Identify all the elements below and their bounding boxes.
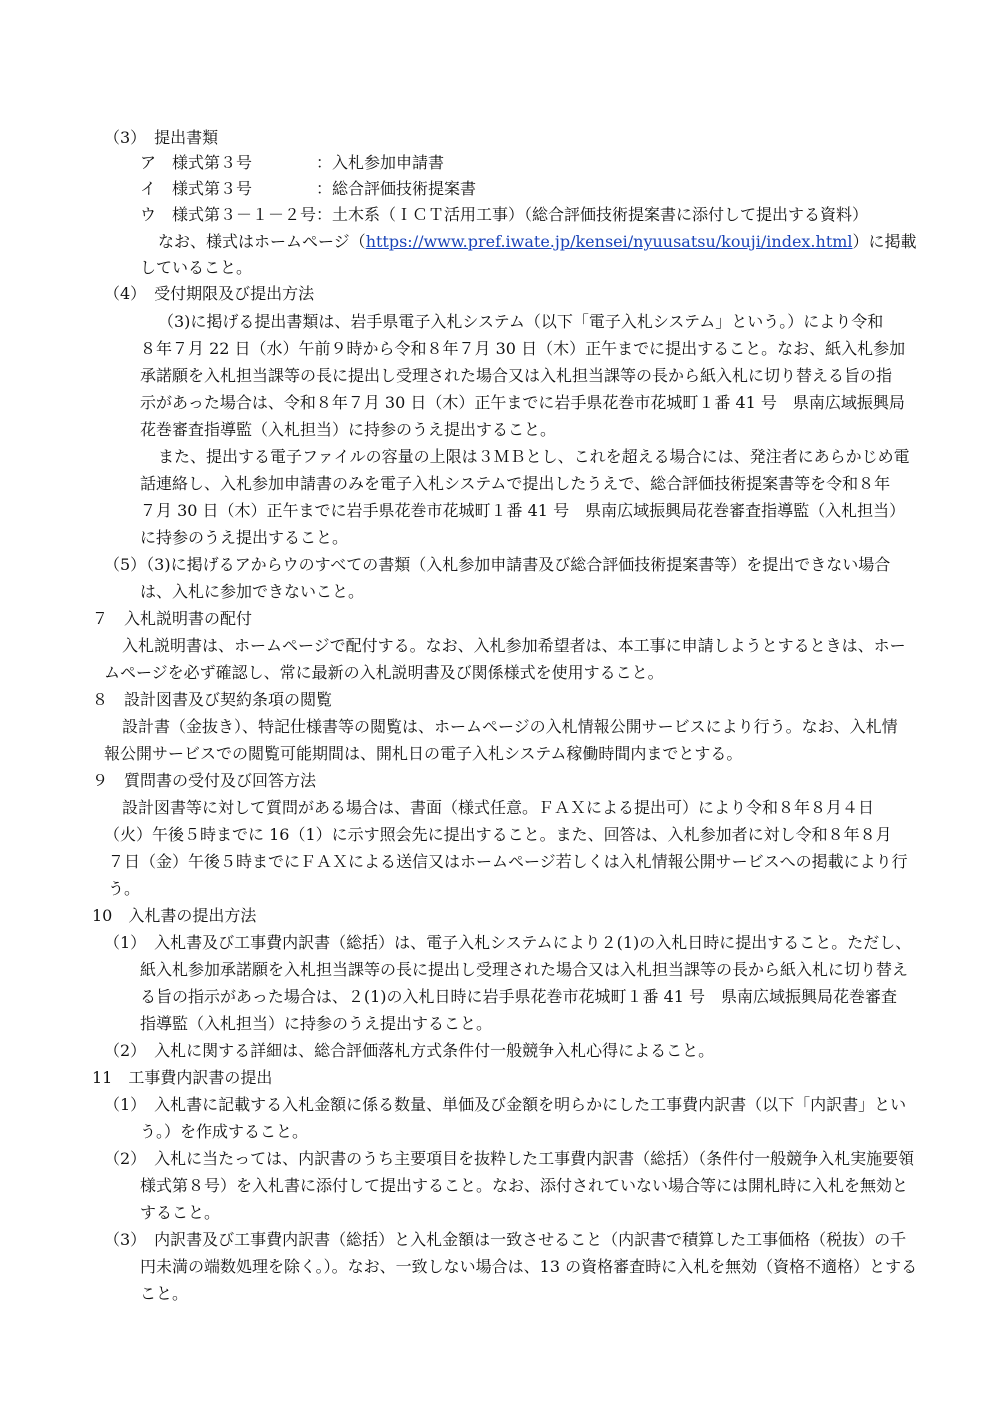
- form-item-u-value: 土木系（ＩＣＴ活用工事）（総合評価技術提案書に添付して提出する資料）: [332, 205, 869, 224]
- section-10-heading: 10 入札書の提出方法: [92, 906, 257, 925]
- section-7-heading: ７ 入札説明書の配付: [92, 609, 253, 628]
- form-note-prefix: なお、様式はホームページ（: [158, 232, 366, 251]
- form-item-a-value: 入札参加申請書: [332, 153, 445, 172]
- form-item-a-label: ア 様式第３号: [140, 153, 253, 172]
- form-item-u-label: ウ 様式第３－１－２号：: [140, 205, 333, 224]
- form-note-suffix: ）に掲載: [852, 232, 917, 251]
- section-11-item2-line: （2） 入札に当たっては、内訳書のうち主要項目を抜粋した工事費内訳書（総括）（条件付一般競争入札実施要領: [104, 1149, 915, 1168]
- section-4-p1-line: ８年７月 22 日（水）午前９時から令和８年７月 30 日（木）正午までに提出すること。なお、紙入札参加: [140, 339, 906, 358]
- form-item-a-separator: ：: [316, 153, 333, 172]
- section-4-heading: （4） 受付期限及び提出方法: [104, 284, 315, 303]
- section-11-item3-line: こと。: [140, 1284, 189, 1303]
- section-8-heading: ８ 設計図書及び契約条項の閲覧: [92, 690, 333, 709]
- section-11-item3-line: 円未満の端数処理を除く。）。なお、一致しない場合は、13 の資格審査時に入札を無効（資格不適格）とする: [140, 1257, 918, 1276]
- form-item-a: [140, 152, 920, 176]
- section-4-p2-line: また、提出する電子ファイルの容量の上限は３ＭＢとし、これを超える場合には、発注者にあらかじめ電: [158, 447, 910, 466]
- section-7-line: 入札説明書は、ホームページで配付する。なお、入札参加希望者は、本工事に申請しようとするときは、ホー: [122, 636, 906, 655]
- section-4-p2-line: に持参のうえ提出すること。: [140, 528, 349, 547]
- section-10-item1-line: （1） 入札書及び工事費内訳書（総括）は、電子入札システムにより２(1)の入札日時に提出すること。ただし、: [104, 933, 912, 952]
- section-4-p2-line: ７月 30 日（木）正午までに岩手県花巻市花城町１番 41 号 県南広域振興局花巻審査指導監（入札担当）: [140, 501, 906, 520]
- section-10-item1-line: 指導監（入札担当）に持参のうえ提出すること。: [140, 1014, 493, 1033]
- form-note: [158, 231, 918, 255]
- section-10-item1-line: 紙入札参加承諾願を入札担当課等の長に提出し受理された場合又は入札担当課等の長から紙入札に切り替え: [140, 960, 909, 979]
- section-5-line: は、入札に参加できないこと。: [140, 582, 365, 601]
- form-item-i-value: 総合評価技術提案書: [332, 179, 477, 198]
- section-5-line: （5）（3)に掲げるアからウのすべての書類（入札参加申請書及び総合評価技術提案書等）を提出できない場合: [104, 555, 891, 574]
- form-item-i: [140, 178, 920, 202]
- form-item-i-separator: ：: [316, 179, 333, 198]
- section-9-heading: ９ 質問書の受付及び回答方法: [92, 771, 317, 790]
- section-4-p1-line: 花巻審査指導監（入札担当）に持参のうえ提出すること。: [140, 420, 557, 439]
- form-item-i-label: イ 様式第３号: [140, 179, 253, 198]
- section-4-p2-line: 話連絡し、入札参加申請書のみを電子入札システムで提出したうえで、総合評価技術提案書等を令和８年: [140, 474, 891, 493]
- section-10-item1-line: る旨の指示があった場合は、２(1)の入札日時に岩手県花巻市花城町１番 41 号 県南広域振興局花巻審査: [140, 987, 898, 1006]
- section-4-p1-line: 示があった場合は、令和８年７月 30 日（木）正午までに岩手県花巻市花城町１番 41 号 県南広域振興局: [140, 393, 905, 412]
- section-11-heading: 11 工事費内訳書の提出: [92, 1068, 273, 1087]
- section-11-item3-line: （3） 内訳書及び工事費内訳書（総括）と入札金額は一致させること（内訳書で積算した工事価格（税抜）の千: [104, 1230, 907, 1249]
- section-4-p1-line: 承諾願を入札担当課等の長に提出し受理された場合又は入札担当課等の長から紙入札に切り替える旨の指: [140, 366, 893, 385]
- section-4-p1-line: （3)に掲げる提出書類は、岩手県電子入札システム（以下「電子入札システム」という。）により令和: [158, 312, 884, 331]
- section-10-item2: （2） 入札に関する詳細は、総合評価落札方式条件付一般競争入札心得によること。: [104, 1041, 715, 1060]
- section-11-item1-line: う。）を作成すること。: [140, 1122, 309, 1141]
- section-11-item2-line: 様式第８号）を入札書に添付して提出すること。なお、添付されていない場合等には開札時に入札を無効と: [140, 1176, 909, 1195]
- section-11-item2-line: すること。: [140, 1203, 221, 1222]
- section-8-line: 設計書（金抜き）、特記仕様書等の閲覧は、ホームページの入札情報公開サービスにより行う。なお、入札情: [122, 717, 898, 736]
- section-9-line: ７日（金）午後５時までにＦＡＸによる送信又はホームページ若しくは入札情報公開サービスへの掲載により行: [108, 852, 908, 871]
- section-9-line: （火）午後５時までに 16（1）に示す照会先に提出すること。また、回答は、入札参加者に対し令和８年８月: [104, 825, 892, 844]
- section-3-heading: （3） 提出書類: [104, 128, 219, 147]
- section-9-line: う。: [108, 879, 141, 898]
- section-11-item1-line: （1） 入札書に記載する入札金額に係る数量、単価及び金額を明らかにした工事費内訳書（以下「内訳書」とい: [104, 1095, 907, 1114]
- section-9-line: 設計図書等に対して質問がある場合は、書面（様式任意。ＦＡＸによる提出可）により令和８年８月４日: [122, 798, 875, 817]
- form-note-continued: していること。: [140, 258, 253, 277]
- form-item-u: [140, 204, 920, 228]
- forms-homepage-link[interactable]: https://www.pref.iwate.jp/kensei/nyuusatsu/kouji/index.html: [365, 232, 853, 251]
- section-8-line: 報公開サービスでの閲覧可能期間は、開札日の電子入札システム稼働時間内までとする。: [104, 744, 743, 763]
- section-7-line: ムページを必ず確認し、常に最新の入札説明書及び関係様式を使用すること。: [104, 663, 664, 682]
